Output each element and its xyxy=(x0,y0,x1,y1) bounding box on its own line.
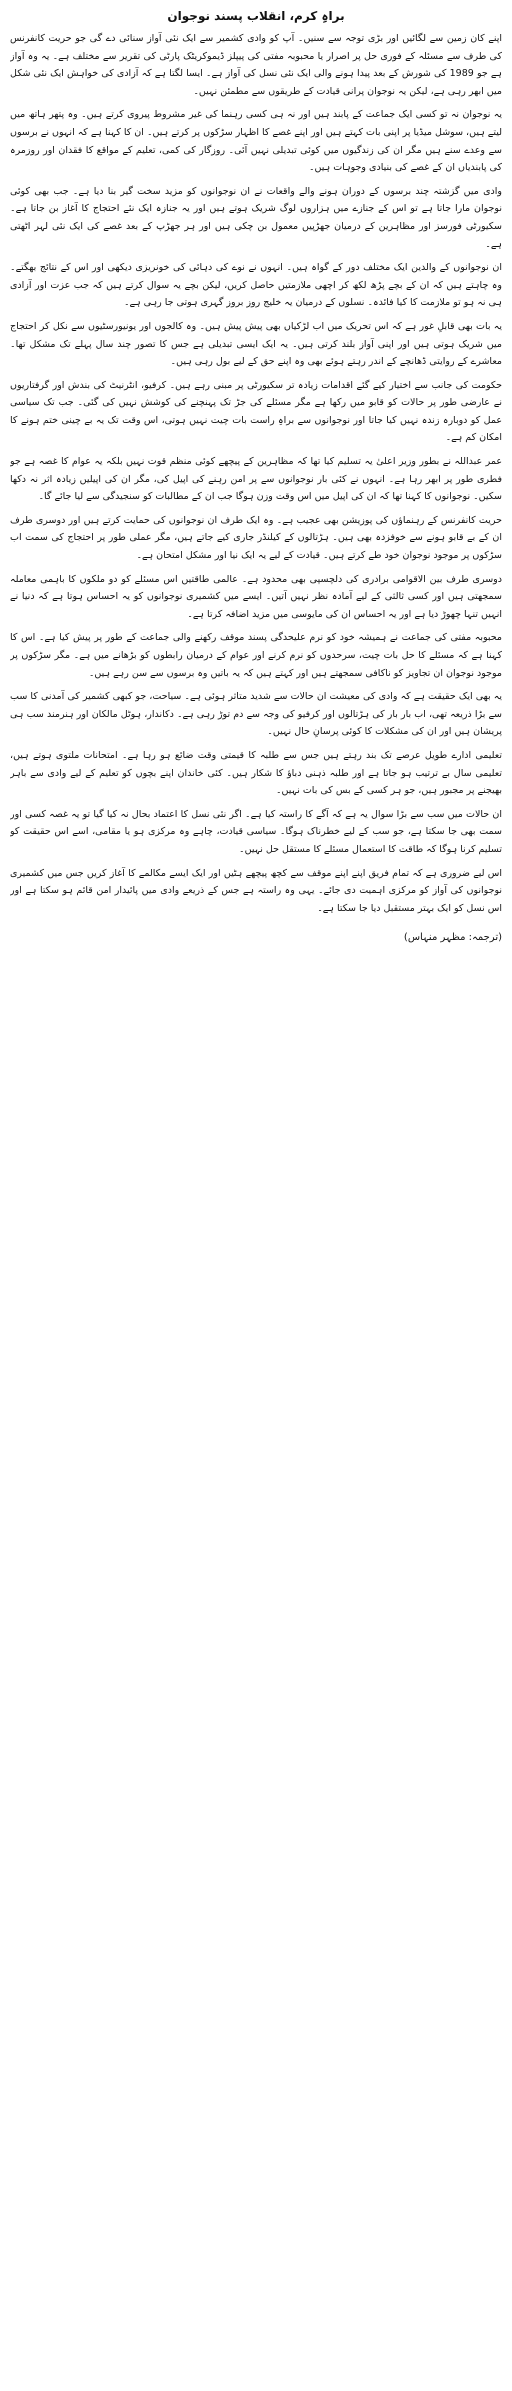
paragraph-8: حریت کانفرنس کے رہنماؤں کی پوزیشن بھی عجیب ہے۔ وہ ایک طرف ان نوجوانوں کی حمایت کرتے ہیں اور دوسری طرف ان کے بے قابو ہونے سے خوفزدہ بھی ہیں۔ ہڑتالوں کے کیلنڈر جاری کیے جاتے ہیں، مگر عملی طور پر احتجاج کی سمت اب سڑکوں پر موجود نوجوان خود طے کرتے ہیں۔ قیادت کے لیے یہ ایک نیا اور مشکل امتحان ہے۔ xyxy=(10,514,502,562)
paragraph-6: حکومت کی جانب سے اختیار کیے گئے اقدامات زیادہ تر سکیورٹی پر مبنی رہے ہیں۔ کرفیو، انٹرنیٹ کی بندش اور گرفتاریوں نے عارضی طور پر حالات کو قابو میں رکھا ہے مگر مسئلے کی جڑ تک پہنچنے کی کوشش نہیں کی گئی۔ جب تک سیاسی عمل کو دوبارہ زندہ نہیں کیا جاتا اور نوجوانوں سے براہِ راست بات چیت نہیں ہوتی، اس وقت تک یہ بے چینی ختم ہونے کا امکان کم ہے۔ xyxy=(10,379,502,444)
article-title: براہِ کرم، انقلاب پسند نوجوان xyxy=(167,9,345,23)
paragraph-14: اس لیے ضروری ہے کہ تمام فریق اپنے اپنے موقف سے کچھ پیچھے ہٹیں اور ایک ایسے مکالمے کا آغاز کریں جس میں کشمیری نوجوانوں کی آواز کو مرکزی اہمیت دی جائے۔ یہی وہ راستہ ہے جس کے ذریعے وادی میں پائیدار امن قائم ہو سکتا ہے اور اس نسل کو ایک بہتر مستقبل دیا جا سکتا ہے۔ xyxy=(10,867,502,914)
paragraph-2: یہ نوجوان نہ تو کسی ایک جماعت کے پابند ہیں اور نہ ہی کسی رہنما کی غیر مشروط پیروی کرتے ہیں۔ وہ پتھر ہاتھ میں لیتے ہیں، سوشل میڈیا پر اپنی بات کہتے ہیں اور اپنے غصے کا اظہار سڑکوں پر کرتے ہیں۔ ان کا کہنا ہے کہ انہوں نے برسوں سے وعدے سنے ہیں مگر ان کی زندگیوں میں کوئی تبدیلی نہیں آئی۔ روزگار کی کمی، تعلیم کے مواقع کا فقدان اور روزمرہ کی پابندیاں ان کے غصے کی بنیادی وجوہات ہیں۔ xyxy=(10,109,502,174)
paragraph-3: وادی میں گزشتہ چند برسوں کے دوران ہونے والے واقعات نے ان نوجوانوں کو مزید سخت گیر بنا دیا ہے۔ جب بھی کوئی نوجوان مارا جاتا ہے تو اس کے جنازے میں ہزاروں لوگ شریک ہوتے ہیں اور یہ جنازہ ایک نئے احتجاج کا آغاز بن جاتا ہے۔ سکیورٹی فورسز اور مظاہرین کے درمیان جھڑپیں معمول بن چکی ہیں اور ہر جھڑپ کے بعد غصے کی ایک نئی لہر اٹھتی ہے۔ xyxy=(10,185,502,250)
translator-credit: (ترجمہ: مظہر منہاس) xyxy=(403,932,502,944)
paragraph-5: یہ بات بھی قابلِ غور ہے کہ اس تحریک میں اب لڑکیاں بھی پیش پیش ہیں۔ وہ کالجوں اور یونیورسٹیوں سے نکل کر احتجاج میں شریک ہوتی ہیں اور اپنی آواز بلند کرتی ہیں۔ یہ ایک ایسی تبدیلی ہے جس کا تصور چند سال پہلے تک مشکل تھا۔ معاشرے کے روایتی ڈھانچے کے اندر رہتے ہوئے بھی وہ اپنے حق کے لیے بول رہی ہیں۔ xyxy=(10,320,502,368)
paragraph-7: عمر عبداللہ نے بطور وزیر اعلیٰ یہ تسلیم کیا تھا کہ مظاہرین کے پیچھے کوئی منظم قوت نہیں بلکہ یہ عوام کا غصہ ہے جو فطری طور پر ابھر رہا ہے۔ انہوں نے کئی بار نوجوانوں سے پر امن رہنے کی اپیل کی، مگر ان کی اپیلیں زیادہ اثر نہ دکھا سکیں۔ نوجوانوں کا کہنا تھا کہ ان کی اپیل میں اس وقت وزن ہوگا جب ان کے مطالبات کو سنجیدگی سے لیا جائے گا۔ xyxy=(10,456,502,503)
paragraph-11: یہ بھی ایک حقیقت ہے کہ وادی کی معیشت ان حالات سے شدید متاثر ہوئی ہے۔ سیاحت، جو کبھی کشمیر کی آمدنی کا سب سے بڑا ذریعہ تھی، اب بار بار کی ہڑتالوں اور کرفیو کی وجہ سے دم توڑ رہی ہے۔ دکاندار، ہوٹل مالکان اور ہنرمند سب ہی پریشان ہیں اور ان کی مشکلات کا کوئی پرسانِ حال نہیں۔ xyxy=(10,691,502,738)
paragraph-4: ان نوجوانوں کے والدین ایک مختلف دور کے گواہ ہیں۔ انہوں نے نوے کی دہائی کی خونریزی دیکھی اور اس کے نتائج بھگتے۔ وہ چاہتے ہیں کہ ان کے بچے پڑھ لکھ کر اچھی ملازمتیں حاصل کریں، لیکن بچے یہ سوال کرتے ہیں کہ جب عزت اور آزادی ہی نہ ہو تو ملازمت کا کیا فائدہ۔ نسلوں کے درمیان یہ خلیج روز بروز گہری ہوتی جا رہی ہے۔ xyxy=(10,262,502,309)
article-body xyxy=(10,30,502,923)
paragraph-10: محبوبہ مفتی کی جماعت نے ہمیشہ خود کو نرم علیحدگی پسند موقف رکھنے والی جماعت کے طور پر پیش کیا ہے۔ اس کا کہنا ہے کہ مسئلے کا حل بات چیت، سرحدوں کو نرم کرنے اور عوام کے درمیان رابطوں کو بڑھانے میں ہے۔ مگر سڑکوں پر موجود نوجوان ان تجاویز کو ناکافی سمجھتے ہیں اور کہتے ہیں کہ یہ باتیں وہ برسوں سے سن رہے ہیں۔ xyxy=(10,632,502,679)
paragraph-13: ان حالات میں سب سے بڑا سوال یہ ہے کہ آگے کا راستہ کیا ہے۔ اگر نئی نسل کا اعتماد بحال نہ کیا گیا تو یہ غصہ کسی اور سمت بھی جا سکتا ہے، جو سب کے لیے خطرناک ہوگا۔ سیاسی قیادت، چاہے وہ مرکزی ہو یا مقامی، اسے اس حقیقت کو تسلیم کرنا ہوگا کہ طاقت کا استعمال مسئلے کا مستقل حل نہیں۔ xyxy=(10,808,502,855)
paragraph-9: دوسری طرف بین الاقوامی برادری کی دلچسپی بھی محدود ہے۔ عالمی طاقتیں اس مسئلے کو دو ملکوں کا باہمی معاملہ سمجھتی ہیں اور کسی ثالثی کے لیے آمادہ نظر نہیں آتیں۔ ایسے میں کشمیری نوجوانوں کو یہ احساس ہوتا ہے کہ دنیا نے انہیں تنہا چھوڑ دیا ہے اور یہ احساس ان کی مایوسی میں مزید اضافہ کرتا ہے۔ xyxy=(10,573,502,620)
paragraph-1: اپنے کان زمین سے لگائیں اور بڑی توجہ سے سنیں۔ آپ کو وادی کشمیر سے ایک نئی آواز سنائی دے گی جو حریت کانفرنس کی طرف سے مسئلہ کے فوری حل پر اصرار یا محبوبہ مفتی کی پیپلز ڈیموکریٹک پارٹی کی تقریر سے مختلف ہے۔ یہ وہ آواز ہے جو 1989 کی شورش کے بعد پیدا ہونے والی ایک نئی نسل کی آواز ہے۔ ایسا لگتا ہے کہ آزادی کی خواہش ایک نئی شکل میں ابھر رہی ہے، لیکن یہ نوجوان پرانی قیادت کے طریقوں سے مطمئن نہیں۔ xyxy=(10,33,502,97)
paragraph-12: تعلیمی ادارے طویل عرصے تک بند رہتے ہیں جس سے طلبہ کا قیمتی وقت ضائع ہو رہا ہے۔ امتحانات ملتوی ہوتے ہیں، تعلیمی سال بے ترتیب ہو جاتا ہے اور طلبہ ذہنی دباؤ کا شکار ہیں۔ کئی خاندان اپنے بچوں کو تعلیم کے لیے وادی سے باہر بھیجنے پر مجبور ہیں، جو ہر کسی کے بس کی بات نہیں۔ xyxy=(10,749,502,797)
